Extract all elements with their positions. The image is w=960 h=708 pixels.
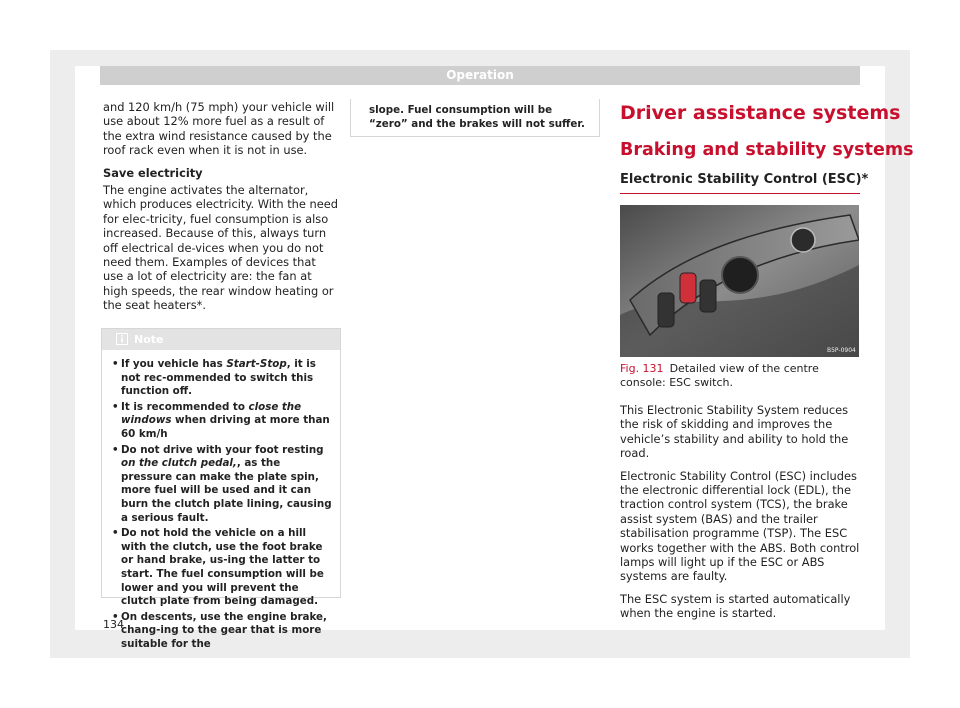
column-left [103, 100, 339, 321]
note-title: Note [134, 333, 164, 346]
note-item: • If you vehicle has Start-Stop, it is not rec-ommended to switch this function off. [112, 358, 332, 399]
figure-caption [620, 362, 860, 390]
figure-caption-text: Detailed view of the centre console: ESC switch. [620, 362, 819, 389]
heading-esc: Electronic Stability Control (ESC)* [620, 172, 869, 187]
heading-driver-assistance: Driver assistance systems [620, 102, 901, 124]
note-header [102, 329, 340, 350]
info-icon [116, 333, 128, 345]
paragraph: Electronic Stability Control (ESC) includes the electronic differential lock (EDL), the traction control system (TCS), the brake assist system (BAS) and the trailer stabilisation programme (TSP). The ESC works together with the ABS. Both control lamps will light up if the ESC or ABS systems are faulty. [620, 468, 860, 584]
page-number: 134 [103, 618, 124, 631]
heading-braking-stability: Braking and stability systems [620, 140, 914, 160]
paragraph: The engine activates the alternator, which produces electricity. With the need for elec-tricity, fuel consumption is also increased. Because of this, always turn off electrical de-vices when you do not need them. Examples of devices that use a lot of electricity are: the fan at high speeds, the rear window heating or the seat heaters*. [103, 183, 338, 313]
column-right-text [620, 403, 860, 629]
note-item: • It is recommended to close the windows when driving at more than 60 km/h [112, 401, 332, 442]
figure-code: B5P-0904 [827, 347, 856, 354]
paragraph: The ESC system is started automatically when the engine is started. [620, 591, 851, 621]
section-header: Operation [100, 66, 860, 85]
subheading-save-electricity: Save electricity [103, 165, 203, 180]
note-item: • On descents, use the engine brake, chang-ing to the gear that is more suitable for the [112, 611, 332, 652]
note-continuation: slope. Fuel consumption will be “zero” and the brakes will not suffer. [350, 99, 600, 137]
note-item: • Do not hold the vehicle on a hill with the clutch, use the foot brake or hand brake, us-ing the latter to start. The fuel consumption will be lower and you will prevent the clutch plate from being damaged. [112, 527, 332, 609]
paragraph: This Electronic Stability System reduces the risk of skidding and improves the vehicle’s stability and ability to hold the road. [620, 403, 849, 461]
note-item: • Do not drive with your foot resting on the clutch pedal,, as the pressure can make the plate spin, more fuel will be used and it can burn the clutch plate lining, causing a serious fault. [112, 444, 332, 526]
esc-switch-photo [620, 205, 859, 357]
figure-number: Fig. 131 [620, 362, 664, 375]
paragraph: and 120 km/h (75 mph) your vehicle will use about 12% more fuel as a result of the extra wind resistance caused by the roof rack even when it is not in use. [103, 100, 335, 158]
note-list [102, 350, 340, 651]
heading-rule [620, 193, 860, 194]
